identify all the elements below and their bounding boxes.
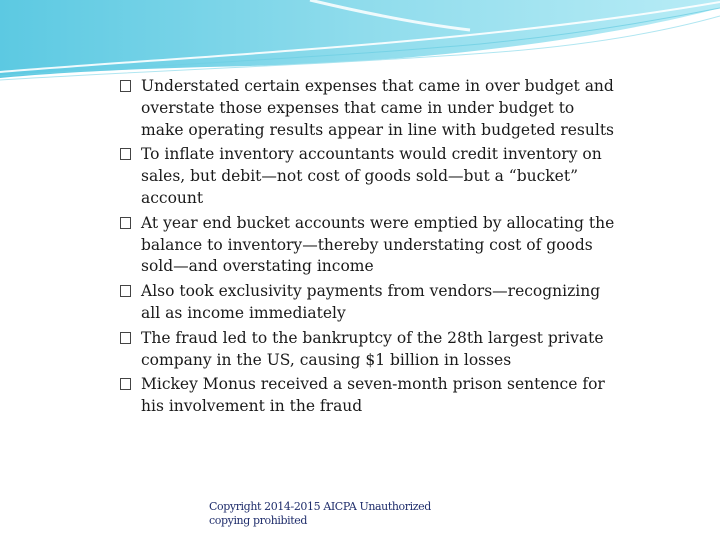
bullet-item: [120, 281, 620, 325]
square-bullet-icon: [120, 332, 131, 344]
bullet-item: [120, 76, 620, 141]
bullet-text: To inflate inventory accountants would credit inventory on sales, but debit—not cost of goods sold—but a “bucket” account: [141, 145, 602, 207]
square-bullet-icon: [120, 378, 131, 390]
bullet-text: Also took exclusivity payments from vendors—recognizing all as income immediately: [141, 282, 601, 322]
bullet-item: [120, 213, 620, 278]
square-bullet-icon: [120, 148, 131, 160]
bullet-item: [120, 374, 620, 418]
bullet-item: [120, 144, 620, 209]
square-bullet-icon: [120, 285, 131, 297]
square-bullet-icon: [120, 80, 131, 92]
bullet-text: Mickey Monus received a seven-month prison sentence for his involvement in the fraud: [141, 375, 605, 416]
bullet-text: Understated certain expenses that came in over budget and overstate those expenses that came in under budget to make operating results appear in line with budgeted results: [141, 77, 615, 139]
bullet-list: [120, 76, 620, 421]
bullet-item: [120, 328, 620, 372]
bullet-text: At year end bucket accounts were emptied by allocating the balance to inventory—thereby understating cost of goods sold—and overstating income: [141, 213, 615, 276]
square-bullet-icon: [120, 217, 131, 229]
copyright-footer: Copyright 2014-2015 AICPA Unauthorized copying prohibited: [209, 500, 431, 527]
bullet-text: The fraud led to the bankruptcy of the 28th largest private company in the US, causing $1 billion in losses: [141, 328, 604, 369]
